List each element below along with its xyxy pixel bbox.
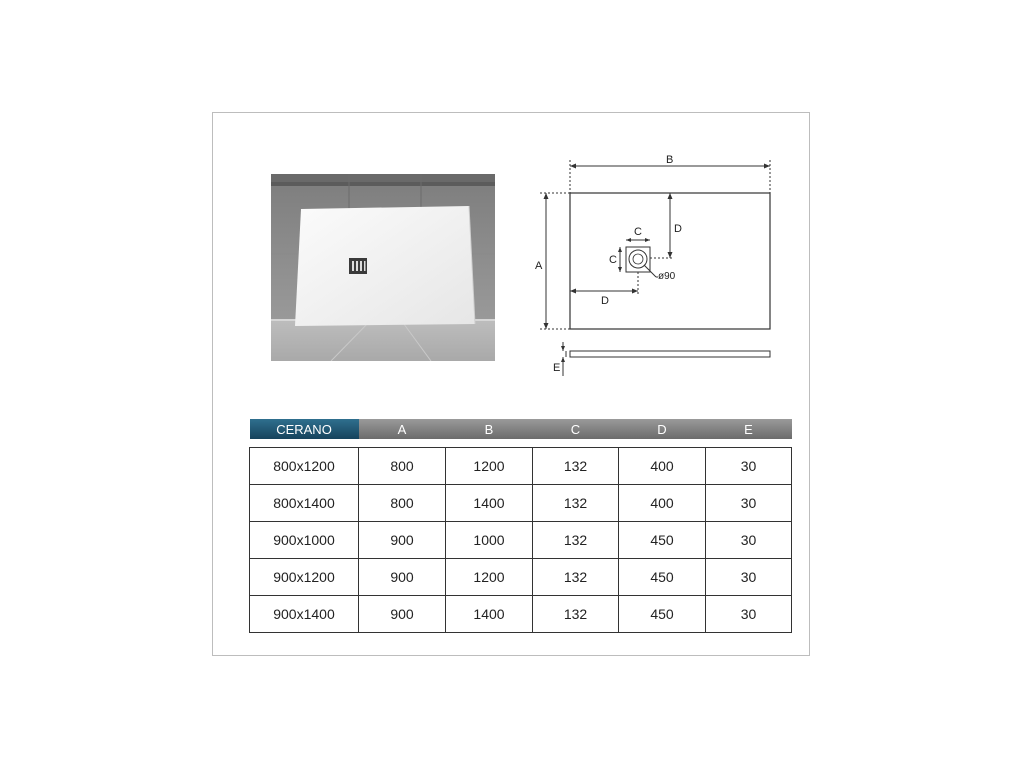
cell-e: 30: [706, 559, 792, 596]
shower-tray-photo: [271, 174, 495, 361]
header-d: D: [619, 419, 706, 439]
header-b: B: [446, 419, 533, 439]
table-row: [250, 485, 792, 522]
cell-d: 450: [619, 522, 706, 559]
cell-size: 900x1400: [250, 596, 359, 633]
cell-a: 900: [359, 596, 446, 633]
cell-size: 900x1000: [250, 522, 359, 559]
table-row: [250, 596, 792, 633]
cell-d: 400: [619, 448, 706, 485]
table-row: [250, 448, 792, 485]
cell-c: 132: [533, 485, 619, 522]
cell-c: 132: [533, 522, 619, 559]
cell-a: 800: [359, 485, 446, 522]
dimension-diagram: [530, 150, 790, 380]
cell-size: 800x1400: [250, 485, 359, 522]
product-photo: [271, 174, 495, 361]
cell-b: 1200: [446, 559, 533, 596]
table-row: [250, 522, 792, 559]
cell-e: 30: [706, 522, 792, 559]
cell-c: 132: [533, 596, 619, 633]
cell-a: 800: [359, 448, 446, 485]
tray-side-view: [570, 351, 770, 357]
header-a: A: [359, 419, 446, 439]
cell-d: 400: [619, 485, 706, 522]
cell-b: 1000: [446, 522, 533, 559]
cell-e: 30: [706, 448, 792, 485]
cell-e: 30: [706, 485, 792, 522]
cell-size: 900x1200: [250, 559, 359, 596]
cell-a: 900: [359, 522, 446, 559]
cell-b: 1200: [446, 448, 533, 485]
cell-b: 1400: [446, 485, 533, 522]
dim-c-top-label: C: [634, 226, 642, 238]
dim-b-label: B: [666, 154, 674, 166]
table-header-row: [250, 419, 792, 439]
dim-e-label: E: [553, 362, 561, 374]
cell-d: 450: [619, 559, 706, 596]
table-row: [250, 559, 792, 596]
drain-diameter-label: ø90: [658, 271, 676, 282]
cell-d: 450: [619, 596, 706, 633]
dim-a-label: A: [535, 260, 543, 272]
header-model: CERANO: [250, 419, 359, 439]
dim-d-vertical-label: D: [674, 223, 682, 235]
cell-e: 30: [706, 596, 792, 633]
cell-a: 900: [359, 559, 446, 596]
cell-size: 800x1200: [250, 448, 359, 485]
cell-c: 132: [533, 559, 619, 596]
dimensions-table: [249, 419, 792, 633]
dim-d-horizontal-label: D: [601, 295, 609, 307]
cell-c: 132: [533, 448, 619, 485]
cell-b: 1400: [446, 596, 533, 633]
dim-c-left-label: C: [609, 254, 617, 266]
header-c: C: [533, 419, 619, 439]
drain-grate-icon: [349, 258, 367, 274]
header-e: E: [706, 419, 792, 439]
